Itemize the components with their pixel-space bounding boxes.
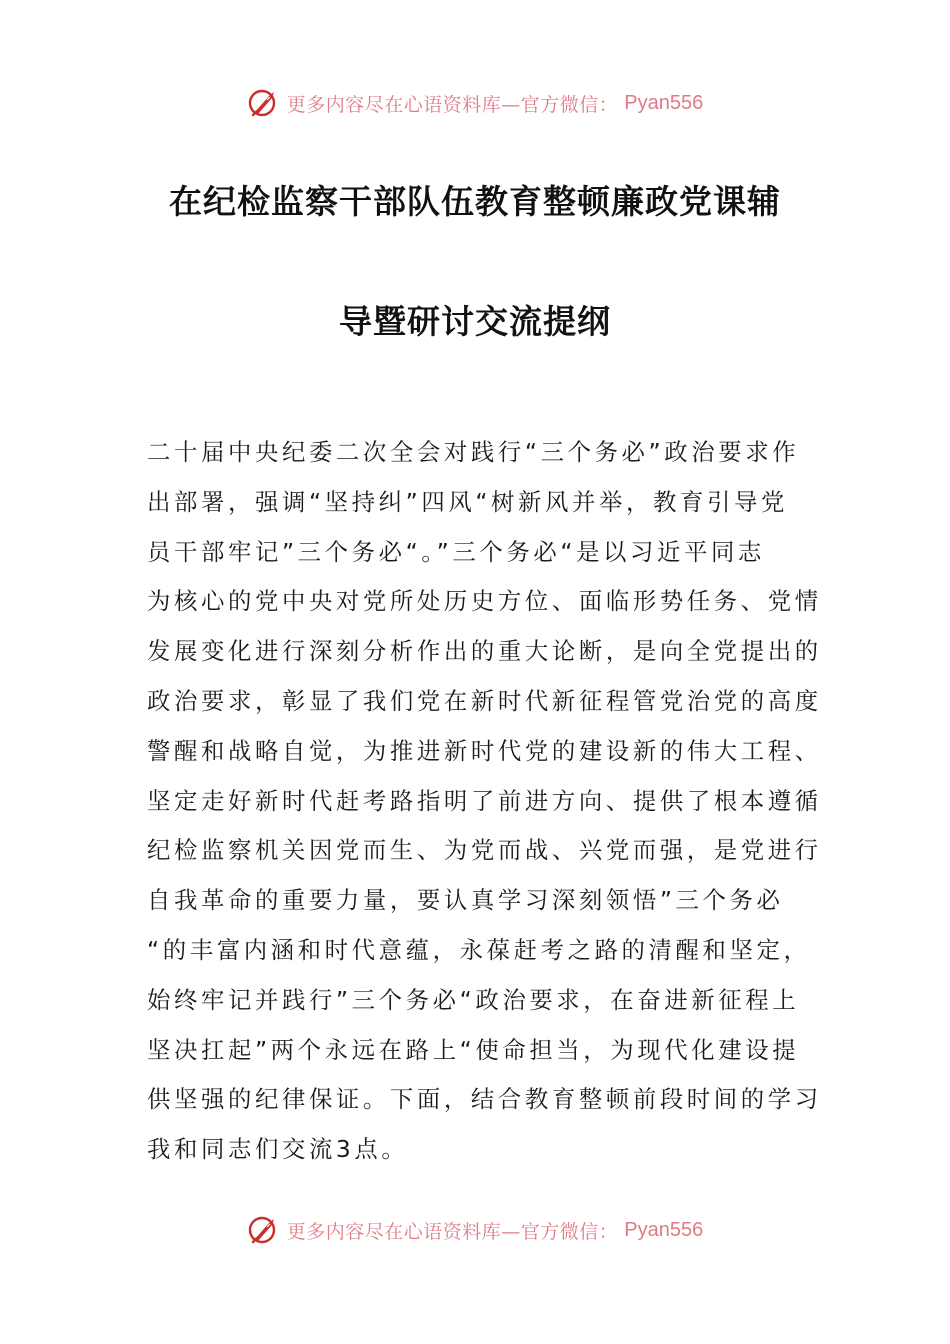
body-line: 二十届中央纪委二次全会对践行“三个务必”政治要求作 bbox=[147, 438, 800, 466]
body-line: 始终牢记并践行”三个务必“政治要求，在奋进新征程上 bbox=[147, 985, 800, 1014]
body-line: 员干部牢记”三个务必“。”三个务必“是以习近平同志 bbox=[147, 537, 765, 566]
body-line: 为核心的党中央对党所处历史方位、面临形势任务、党情 bbox=[147, 587, 822, 616]
body-line: 坚定走好新时代赶考路指明了前进方向、提供了根本遵循 bbox=[147, 786, 822, 815]
footer-watermark bbox=[0, 1210, 950, 1250]
body-line: 发展变化进行深刻分析作出的重大论断，是向全党提出的 bbox=[147, 637, 822, 666]
body-line: 纪检监察机关因党而生、为党而战、兴党而强，是党进行 bbox=[147, 836, 822, 865]
document-body bbox=[147, 428, 822, 1175]
document-title-line-2: 导暨研讨交流提纲 bbox=[339, 302, 611, 341]
body-line: 我和同志们交流3点。 bbox=[147, 1135, 409, 1164]
body-line: 供坚强的纪律保证。下面，结合教育整顿前段时间的学习 bbox=[147, 1085, 822, 1114]
watermark-wechat-id: Pyan556 bbox=[624, 91, 704, 114]
body-line: 警醒和战略自觉，为推进新时代党的建设新的伟大工程、 bbox=[147, 736, 822, 765]
body-line: 出部署，强调“坚持纠”四风“树新风并举，教育引导党 bbox=[147, 487, 788, 516]
pen-nib-logo-icon bbox=[247, 1213, 281, 1247]
body-line: 坚决扛起”两个永远在路上“使命担当，为现代化建设提 bbox=[147, 1035, 800, 1064]
watermark-text: 更多内容尽在心语资料库—官方微信： bbox=[286, 1220, 619, 1243]
header-watermark bbox=[0, 83, 950, 123]
pen-nib-logo-icon bbox=[247, 86, 281, 120]
body-line: 自我革命的重要力量，要认真学习深刻领悟”三个务必 bbox=[147, 886, 784, 915]
document-title-line-1: 在纪检监察干部队伍教育整顿廉政党课辅 bbox=[169, 182, 781, 221]
body-line: 政治要求，彰显了我们党在新时代新征程管党治党的高度 bbox=[147, 686, 822, 715]
body-line: “的丰富内涵和时代意蕴，永葆赶考之路的清醒和坚定， bbox=[147, 935, 811, 964]
watermark-text: 更多内容尽在心语资料库—官方微信： bbox=[286, 93, 619, 116]
watermark-wechat-id: Pyan556 bbox=[624, 1218, 704, 1241]
